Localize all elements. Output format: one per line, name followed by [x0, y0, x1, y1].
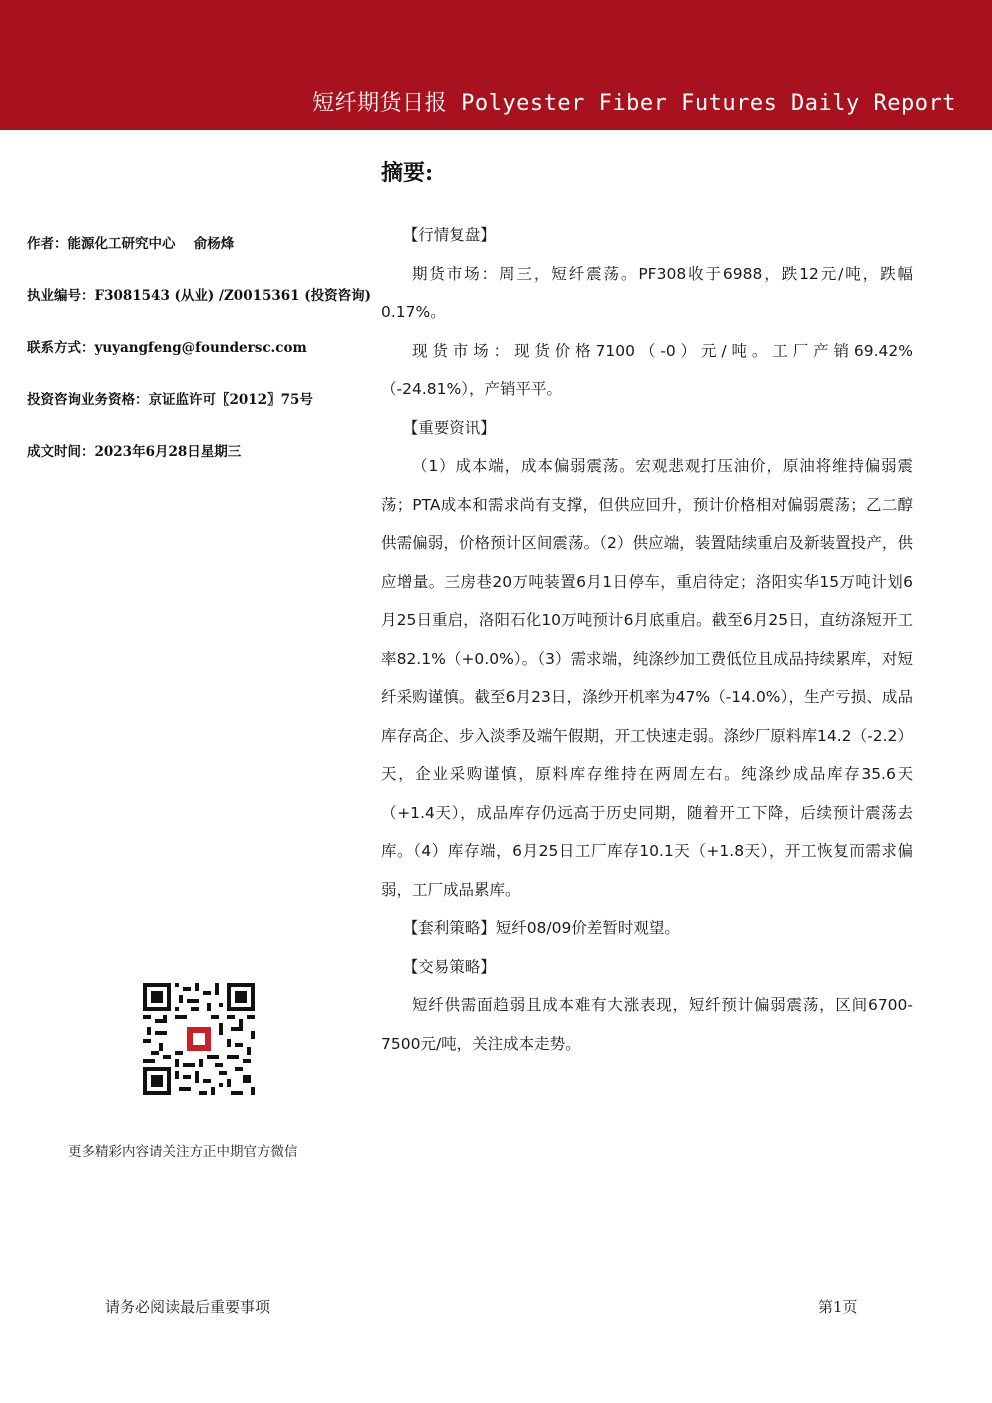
contact-line[interactable]: 联系方式：yuyangfeng@foundersc.com [27, 340, 307, 356]
summary-body [381, 216, 913, 1063]
page-number: 第1页 [818, 1298, 858, 1316]
qualification-line: 投资咨询业务资格：京证监许可〖2012〗75号 [27, 392, 313, 408]
wechat-qr-code[interactable] [143, 983, 255, 1095]
section-arbitrage-strategy: 【套利策略】短纤08/09价差暂时观望。 [402, 919, 680, 937]
license-number-line: 执业编号：F3081543 (从业) /Z0015361 (投资咨询) [27, 288, 372, 304]
paragraph-spot-market: 现货市场：现货价格7100（-0）元/吨。工厂产销69.42%（-24.81%），产销平平。 [381, 341, 913, 398]
report-title-cn: 短纤期货日报 [312, 91, 448, 116]
report-title [312, 86, 956, 117]
author-info [27, 234, 372, 494]
section-market-review: 【行情复盘】 [402, 226, 496, 244]
summary-heading: 摘要: [381, 160, 434, 186]
paragraph-trading-strategy: 短纤供需面趋弱且成本难有大涨表现，短纤预计偏弱震荡，区间6700-7500元/吨，关注成本走势。 [381, 996, 913, 1053]
footer-notice: 请务必阅读最后重要事项 [105, 1298, 271, 1316]
paragraph-key-news: （1）成本端，成本偏弱震荡。宏观悲观打压油价，原油将维持偏弱震荡；PTA成本和需求尚有支撑，但供应回升，预计价格相对偏弱震荡；乙二醇供需偏弱，价格预计区间震荡。（2）供应端，装置陆续重启及新装置投产，供应增量。三房巷20万吨装置6月1日停车，重启待定；洛阳实华15万吨计划6月25日重启，洛阳石化10万吨预计6月底重启。截至6月25日，直纺涤短开工率82.1%（+0.0%）。（3）需求端，纯涤纱加工费低位且成品持续累库，对短纤采购谨慎。截至6月23日，涤纱开机率为47%（-14.0%），生产亏损、成品库存高企、步入淡季及端午假期，开工快速走弱。涤纱厂原料库14.2（-2.2）天，企业采购谨慎，原料库存维持在两周左右。纯涤纱成品库存35.6天（+1.4天），成品库存仍远高于历史同期，随着开工下降，后续预计震荡去库。（4）库存端，6月25日工厂库存10.1天（+1.8天），开工恢复而需求偏弱，工厂成品累库。 [381, 457, 913, 899]
section-key-news: 【重要资讯】 [402, 418, 496, 437]
author-line: 作者：能源化工研究中心 俞杨烽 [27, 236, 235, 252]
report-title-en: Polyester Fiber Futures Daily Report [461, 91, 956, 116]
header-banner [0, 0, 992, 130]
date-line: 成文时间：2023年6月28日星期三 [27, 444, 242, 460]
section-trading-strategy: 【交易策略】 [402, 957, 496, 976]
qr-caption: 更多精彩内容请关注方正中期官方微信 [68, 1144, 298, 1160]
paragraph-futures-market: 期货市场：周三，短纤震荡。PF308收于6988，跌12元/吨，跌幅0.17%。 [381, 264, 913, 321]
